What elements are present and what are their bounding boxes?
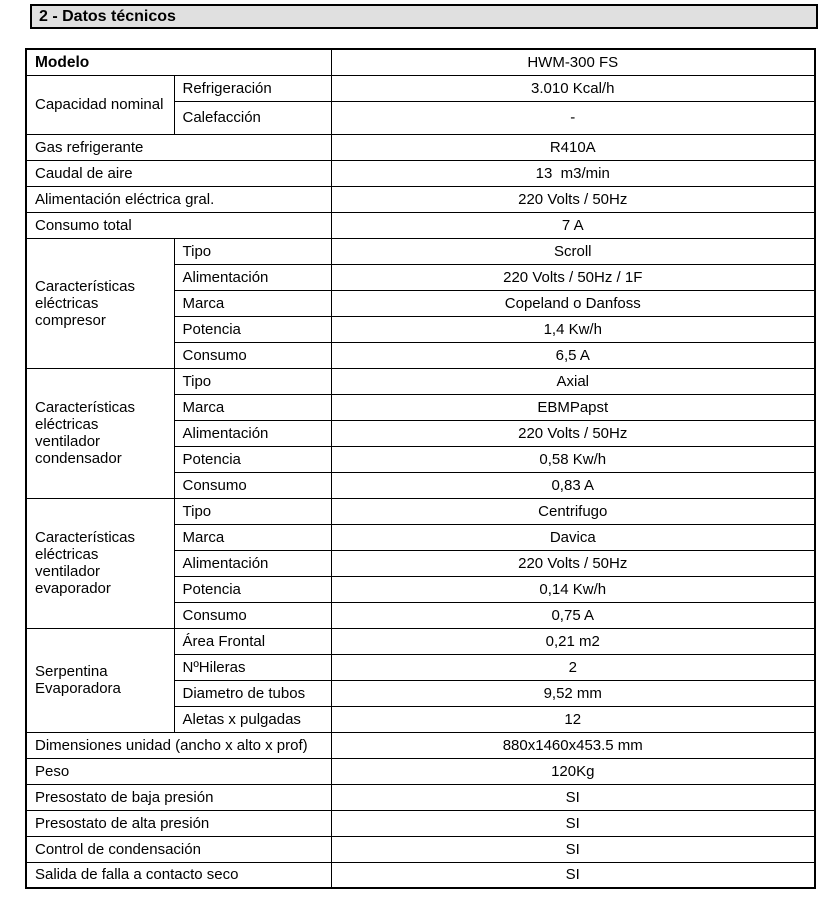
row-label: Salida de falla a contacto seco: [26, 862, 331, 888]
row-sublabel: Marca: [174, 290, 331, 316]
row-value: 220 Volts / 50Hz: [331, 186, 815, 212]
row-value: 880x1460x453.5 mm: [331, 732, 815, 758]
row-value: 9,52 mm: [331, 680, 815, 706]
row-sublabel: NºHileras: [174, 654, 331, 680]
table-row: [26, 186, 815, 212]
row-value: EBMPapst: [331, 394, 815, 420]
table-row: [26, 862, 815, 888]
row-label: Control de condensación: [26, 836, 331, 862]
row-value: 0,58 Kw/h: [331, 446, 815, 472]
row-value: R410A: [331, 134, 815, 160]
row-label: Caudal de aire: [26, 160, 331, 186]
row-value: Centrifugo: [331, 498, 815, 524]
spec-table-body: [26, 49, 815, 888]
row-value: 7 A: [331, 212, 815, 238]
row-value: Axial: [331, 368, 815, 394]
row-sublabel: Tipo: [174, 368, 331, 394]
table-row: [26, 212, 815, 238]
table-row: [26, 732, 815, 758]
row-value: Copeland o Danfoss: [331, 290, 815, 316]
table-row: [26, 238, 815, 264]
row-sublabel: Marca: [174, 524, 331, 550]
row-value: 220 Volts / 50Hz: [331, 550, 815, 576]
row-sublabel: Potencia: [174, 316, 331, 342]
row-value: 3.010 Kcal/h: [331, 75, 815, 101]
table-row: [26, 628, 815, 654]
row-value: 0,21 m2: [331, 628, 815, 654]
row-value: 0,75 A: [331, 602, 815, 628]
row-sublabel: Consumo: [174, 472, 331, 498]
row-value: 220 Volts / 50Hz: [331, 420, 815, 446]
row-label: Peso: [26, 758, 331, 784]
row-label: Características eléctricas ventilador evaporador: [26, 498, 174, 628]
row-label: Características eléctricas ventilador condensador: [26, 368, 174, 498]
row-sublabel: Tipo: [174, 498, 331, 524]
row-label: Dimensiones unidad (ancho x alto x prof): [26, 732, 331, 758]
row-value: 220 Volts / 50Hz / 1F: [331, 264, 815, 290]
table-row: [26, 368, 815, 394]
table-row: [26, 160, 815, 186]
table-row: [26, 810, 815, 836]
section-title: 2 - Datos técnicos: [30, 4, 818, 29]
row-value: SI: [331, 862, 815, 888]
row-label: Modelo: [26, 49, 331, 75]
row-label: Gas refrigerante: [26, 134, 331, 160]
row-value: 12: [331, 706, 815, 732]
row-sublabel: Potencia: [174, 446, 331, 472]
table-row: [26, 758, 815, 784]
table-row: [26, 75, 815, 101]
row-sublabel: Alimentación: [174, 264, 331, 290]
row-label: Presostato de alta presión: [26, 810, 331, 836]
row-sublabel: Área Frontal: [174, 628, 331, 654]
row-sublabel: Potencia: [174, 576, 331, 602]
row-sublabel: Consumo: [174, 602, 331, 628]
row-label: Características eléctricas compresor: [26, 238, 174, 368]
row-value: 13 m3/min: [331, 160, 815, 186]
row-sublabel: Refrigeración: [174, 75, 331, 101]
table-row: [26, 134, 815, 160]
row-value: SI: [331, 784, 815, 810]
row-sublabel: Calefacción: [174, 101, 331, 134]
row-sublabel: Diametro de tubos: [174, 680, 331, 706]
row-sublabel: Alimentación: [174, 420, 331, 446]
row-value: -: [331, 101, 815, 134]
table-row: [26, 836, 815, 862]
row-value: 1,4 Kw/h: [331, 316, 815, 342]
row-value: Scroll: [331, 238, 815, 264]
row-sublabel: Consumo: [174, 342, 331, 368]
row-label: Capacidad nominal: [26, 75, 174, 134]
row-value: 0,14 Kw/h: [331, 576, 815, 602]
row-label: Alimentación eléctrica gral.: [26, 186, 331, 212]
row-value: Davica: [331, 524, 815, 550]
row-value: 6,5 A: [331, 342, 815, 368]
row-label: Presostato de baja presión: [26, 784, 331, 810]
row-label: Consumo total: [26, 212, 331, 238]
table-row: [26, 784, 815, 810]
row-value: 2: [331, 654, 815, 680]
row-value: SI: [331, 810, 815, 836]
row-sublabel: Alimentación: [174, 550, 331, 576]
row-sublabel: Marca: [174, 394, 331, 420]
table-row: [26, 498, 815, 524]
table-row: [26, 49, 815, 75]
row-value: HWM-300 FS: [331, 49, 815, 75]
row-sublabel: Tipo: [174, 238, 331, 264]
spec-table: [25, 48, 816, 889]
row-value: 120Kg: [331, 758, 815, 784]
row-sublabel: Aletas x pulgadas: [174, 706, 331, 732]
row-value: 0,83 A: [331, 472, 815, 498]
row-value: SI: [331, 836, 815, 862]
row-label: Serpentina Evaporadora: [26, 628, 174, 732]
